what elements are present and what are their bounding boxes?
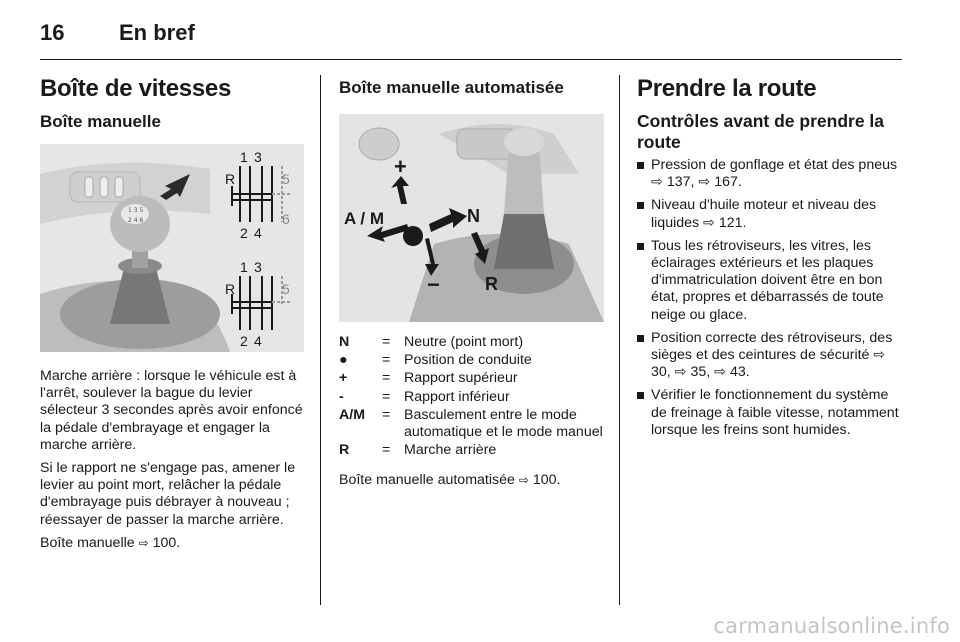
list-item: Niveau d'huile moteur et niveau des liquides ⇨ 121. (637, 197, 902, 231)
column-manual-gearbox (40, 75, 304, 558)
svg-text:3: 3 (254, 149, 262, 165)
section-title-gearbox: Boîte de vitesses (40, 75, 231, 102)
column-automated-gearbox (339, 75, 604, 496)
automated-gearbox-figure (339, 114, 604, 322)
svg-text:2 4 6: 2 4 6 (128, 217, 144, 224)
svg-text:R: R (485, 274, 498, 294)
svg-text:R: R (225, 171, 236, 187)
watermark: carmanualsonline.info (713, 614, 950, 638)
page-number: 16 (40, 20, 65, 45)
manual-gearbox-reference: Boîte manuelle ⇨ 100. (40, 534, 181, 551)
legend-row: A/M = Basculement entre le mode automatique et le mode manuel (339, 406, 603, 441)
legend-row: N = Neutre (point mort) (339, 334, 524, 350)
svg-text:2: 2 (240, 333, 248, 349)
svg-text:4: 4 (254, 225, 262, 241)
column-divider (320, 75, 321, 605)
automated-gearbox-reference: Boîte manuelle automatisée ⇨ 100. (339, 472, 561, 489)
svg-text:5: 5 (282, 171, 290, 187)
page-link[interactable]: 100. (532, 472, 561, 489)
subtitle-pre-drive-checks: Contrôles avant de prendre la route (637, 111, 885, 152)
svg-text:2: 2 (240, 225, 248, 241)
legend-row: ● = Position de conduite (339, 352, 532, 369)
svg-text:1: 1 (240, 149, 248, 165)
page-link[interactable]: 100. (152, 534, 181, 551)
svg-text:R: R (225, 281, 236, 297)
page-ref-arrow-icon: ⇨ (518, 473, 529, 488)
column-divider (619, 75, 620, 605)
subtitle-automated-gearbox: Boîte manuelle automatisée (339, 78, 564, 97)
gear-lever-illustration (40, 144, 304, 352)
list-item: Vérifier le fonctionnement du système de freinage à faible vitesse, notamment lorsque les freins sont humides. (637, 387, 902, 439)
svg-text:N: N (467, 206, 480, 226)
drive-position-dot (403, 226, 423, 246)
manual-gearbox-figure (40, 144, 304, 352)
list-item: Tous les rétroviseurs, les vitres, les éclairages extérieurs et les plaques d'immatriculation doivent être en bon état, propres et débarrassés de toute neige ou glace. (637, 238, 902, 324)
gear-position-legend (339, 334, 604, 460)
column-driving (637, 75, 902, 445)
page-ref-arrow-icon: ⇨ (138, 535, 149, 550)
svg-text:6: 6 (282, 211, 290, 227)
legend-row: - = Rapport inférieur (339, 388, 510, 405)
svg-text:1 3 5: 1 3 5 (128, 207, 144, 214)
svg-text:1: 1 (240, 259, 248, 275)
page-title: En bref (119, 20, 195, 45)
gear-not-engaged-paragraph: Si le rapport ne s'engage pas, amener le levier au point mort, relâcher la pédale d'embrayage puis débrayer à nouveau ; réessayer de passer la marche arrière. (40, 460, 296, 528)
svg-text:A / M: A / M (344, 209, 384, 228)
svg-text:4: 4 (254, 333, 262, 349)
reverse-gear-paragraph: Marche arrière : lorsque le véhicule est à l'arrêt, soulever la bague du levier sélecteur 3 secondes après avoir enfoncé la pédale d'embrayage et engager la marche arrière. (40, 368, 303, 453)
page-header (40, 20, 902, 60)
legend-row: R = Marche arrière (339, 442, 497, 459)
subtitle-manual-gearbox: Boîte manuelle (40, 112, 161, 131)
section-title-driving: Prendre la route (637, 75, 817, 102)
checklist (637, 157, 902, 439)
svg-text:+: + (394, 154, 407, 179)
legend-row: + = Rapport supérieur (339, 370, 518, 387)
list-item: Position correcte des rétroviseurs, des sièges et des ceintures de sécurité ⇨ 30, ⇨ 35, ⇨ 43. (637, 330, 902, 382)
list-item: Pression de gonflage et état des pneus ⇨ 137, ⇨ 167. (637, 157, 902, 191)
svg-text:−: − (427, 272, 440, 297)
svg-text:5: 5 (282, 281, 290, 297)
svg-text:3: 3 (254, 259, 262, 275)
automated-gear-lever-illustration (339, 114, 604, 322)
